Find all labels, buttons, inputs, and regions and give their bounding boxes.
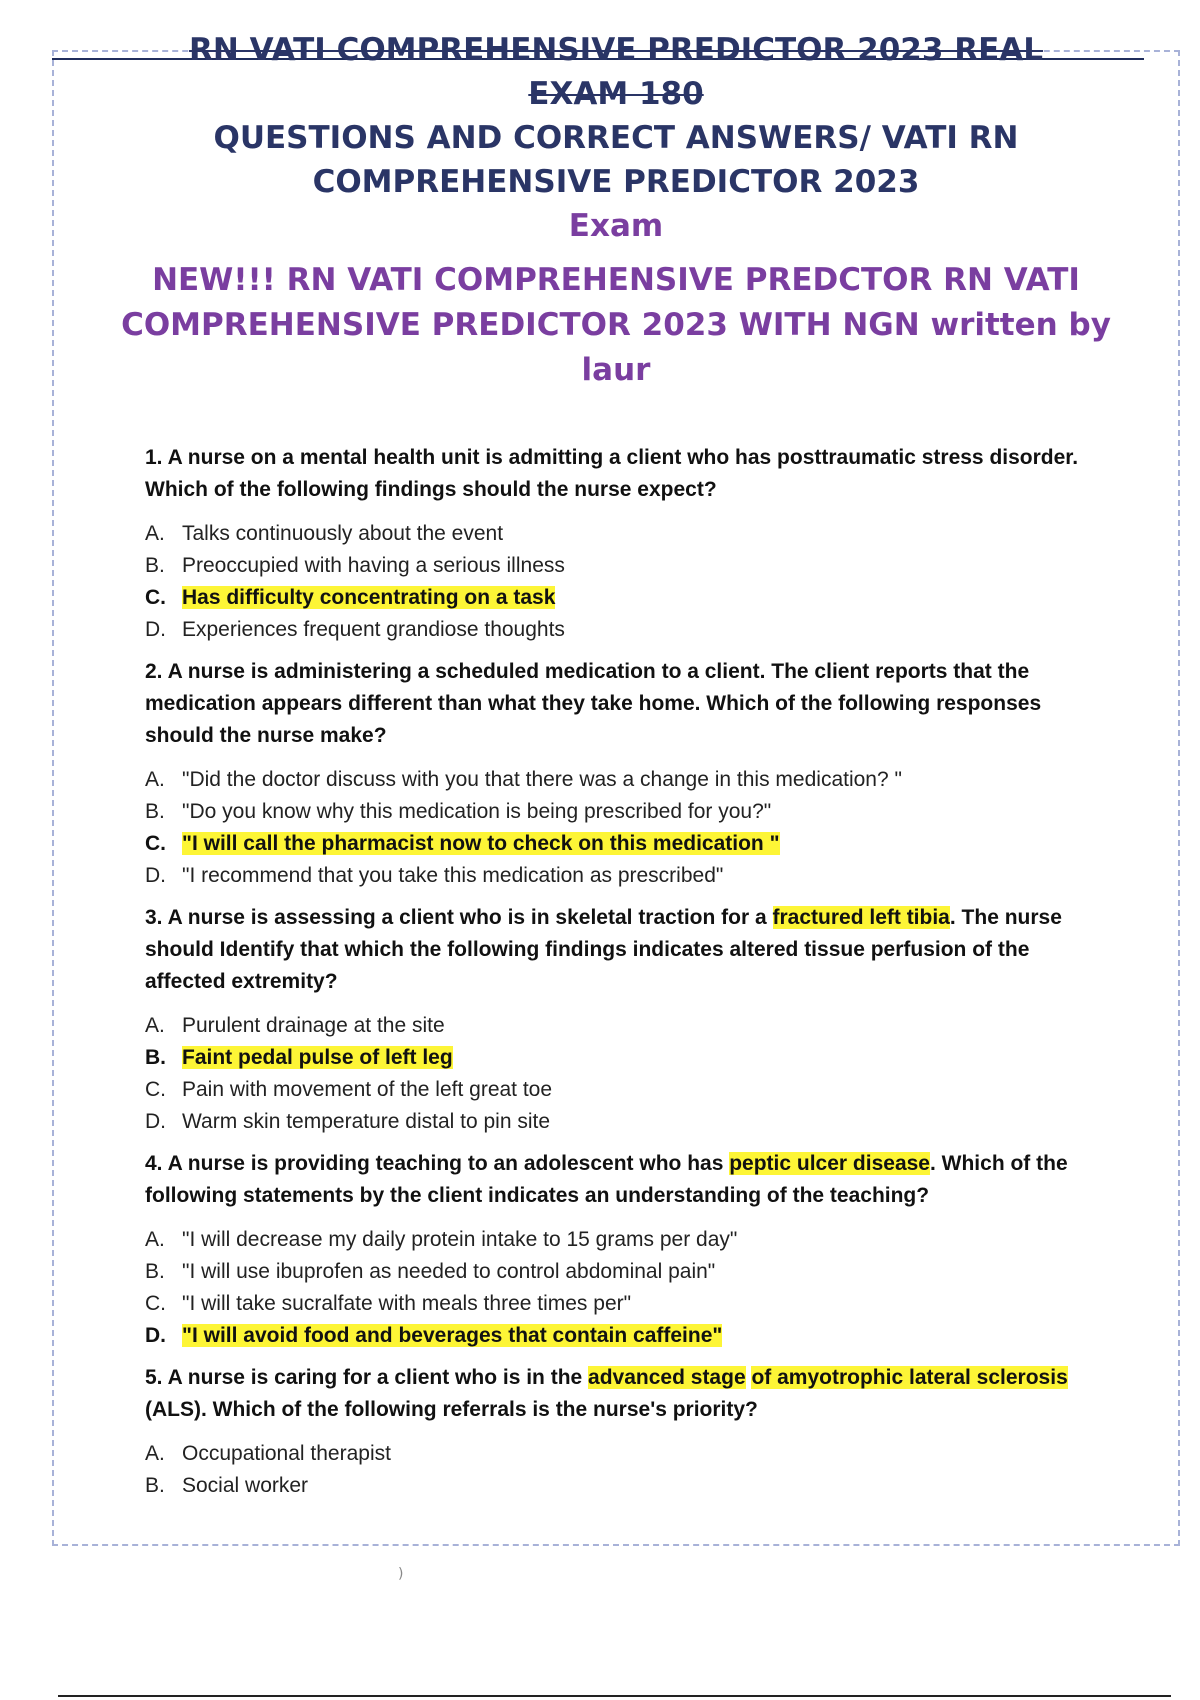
stem-line: 2. A nurse is administering a scheduled medication to a client. The client reports that the [145, 660, 1030, 683]
option-text-highlighted: Has difficulty concentrating on a task [182, 586, 556, 609]
option-letter: A. [145, 522, 165, 545]
option-b [145, 1470, 1105, 1502]
option-letter: D. [145, 618, 166, 641]
question-list [145, 442, 1105, 1512]
option-text: Talks continuously about the event [182, 522, 504, 545]
stem-line: should Identify that which the following findings indicates altered tissue perfusion of the [145, 938, 1030, 961]
option-text: "I will use ibuprofen as needed to control abdominal pain" [182, 1260, 716, 1283]
title-line: QUESTIONS AND CORRECT ANSWERS/ VATI RN [213, 120, 1019, 156]
option-text-highlighted: Faint pedal pulse of left leg [182, 1046, 453, 1069]
option-letter: D. [145, 864, 166, 887]
subtitle-line: laur [581, 352, 651, 388]
answer-options [145, 518, 1105, 646]
question-5 [145, 1362, 1105, 1502]
answer-options [145, 764, 1105, 892]
answer-options [145, 1438, 1105, 1502]
stem-highlight: advanced stage [588, 1366, 746, 1389]
subtitle-line: NEW!!! RN VATI COMPREHENSIVE PREDCTOR RN VATI [152, 262, 1080, 298]
option-a [145, 518, 1105, 550]
stem-highlight: of amyotrophic lateral sclerosis [751, 1366, 1068, 1389]
question-stem [145, 902, 1105, 998]
document-header [52, 28, 1180, 393]
option-text: "I will decrease my daily protein intake to 15 grams per day" [182, 1228, 738, 1251]
option-a [145, 1010, 1105, 1042]
answer-options [145, 1224, 1105, 1352]
option-a [145, 1438, 1105, 1470]
stem-line [145, 1362, 1105, 1394]
option-d-correct [145, 1320, 1105, 1352]
stem-text: 4. A nurse is providing teaching to an adolescent who has [145, 1152, 730, 1175]
stem-text: . Which of the [929, 1152, 1068, 1175]
subtitle-line: COMPREHENSIVE PREDICTOR 2023 WITH NGN written by [121, 307, 1111, 343]
option-text: Social worker [182, 1474, 309, 1497]
option-letter: B. [145, 1046, 166, 1069]
title-line: RN VATI COMPREHENSIVE PREDICTOR 2023 REAL EXAM 180 [189, 32, 1043, 112]
stem-line [145, 902, 1105, 934]
stem-line: (ALS). Which of the following referrals is the nurse's priority? [145, 1398, 758, 1421]
option-letter: A. [145, 768, 165, 791]
option-a [145, 1224, 1105, 1256]
option-d [145, 614, 1105, 646]
stem-line: medication appears different than what they take home. Which of the following responses [145, 692, 1042, 715]
stem-line: should the nurse make? [145, 724, 387, 747]
option-letter: C. [145, 1292, 166, 1315]
stem-line: 1. A nurse on a mental health unit is admitting a client who has posttraumatic stress disorder. [145, 446, 1079, 469]
question-stem [145, 442, 1105, 506]
option-c-correct [145, 582, 1105, 614]
option-letter: C. [145, 832, 166, 855]
option-text: Pain with movement of the left great toe [182, 1078, 553, 1101]
option-b [145, 796, 1105, 828]
option-text-highlighted: "I will call the pharmacist now to check on this medication " [182, 832, 780, 855]
option-text-highlighted: "I will avoid food and beverages that contain caffeine" [182, 1324, 723, 1347]
option-letter: D. [145, 1110, 166, 1133]
stem-line: affected extremity? [145, 970, 338, 993]
option-text: Warm skin temperature distal to pin site [182, 1110, 551, 1133]
option-letter: A. [145, 1014, 165, 1037]
option-letter: B. [145, 554, 165, 577]
option-d [145, 1106, 1105, 1138]
document-subtitle [52, 258, 1180, 393]
title-line: COMPREHENSIVE PREDICTOR 2023 [312, 164, 920, 200]
option-text: "Do you know why this medication is being prescribed for you?" [182, 800, 772, 823]
option-letter: B. [145, 1260, 165, 1283]
stem-highlight: peptic ulcer disease [729, 1152, 930, 1175]
option-a [145, 764, 1105, 796]
option-letter: D. [145, 1324, 166, 1347]
option-letter: C. [145, 1078, 166, 1101]
option-b [145, 1256, 1105, 1288]
option-text: Occupational therapist [182, 1442, 391, 1465]
option-b-correct [145, 1042, 1105, 1074]
option-text: "I will take sucralfate with meals three times per" [182, 1292, 632, 1315]
stem-text: 3. A nurse is assessing a client who is in skeletal traction for a [145, 906, 773, 929]
question-stem [145, 1148, 1105, 1212]
option-letter: A. [145, 1442, 165, 1465]
stem-line: following statements by the client indicates an understanding of the teaching? [145, 1184, 930, 1207]
option-text: "I recommend that you take this medication as prescribed" [182, 864, 724, 887]
answer-options [145, 1010, 1105, 1138]
exam-label: Exam [568, 208, 664, 244]
question-4 [145, 1148, 1105, 1352]
option-text: Preoccupied with having a serious illness [182, 554, 565, 577]
option-c-correct [145, 828, 1105, 860]
question-1 [145, 442, 1105, 646]
option-b [145, 550, 1105, 582]
stray-mark: ) [398, 1566, 404, 1582]
question-3 [145, 902, 1105, 1138]
stem-line: Which of the following findings should the nurse expect? [145, 478, 717, 501]
option-text: Experiences frequent grandiose thoughts [182, 618, 565, 641]
option-c [145, 1288, 1105, 1320]
document-title [146, 28, 1086, 204]
option-letter: B. [145, 1474, 165, 1497]
stem-line [145, 1148, 1105, 1180]
stem-text: . The nurse [949, 906, 1062, 929]
option-letter: B. [145, 800, 165, 823]
question-2 [145, 656, 1105, 892]
option-text: "Did the doctor discuss with you that there was a change in this medication? " [182, 768, 902, 791]
option-d [145, 860, 1105, 892]
option-letter: A. [145, 1228, 165, 1251]
option-text: Purulent drainage at the site [182, 1014, 445, 1037]
option-c [145, 1074, 1105, 1106]
bottom-rule [58, 1695, 1171, 1697]
option-letter: C. [145, 586, 166, 609]
stem-highlight: fractured left tibia [772, 906, 950, 929]
question-stem [145, 656, 1105, 752]
question-stem [145, 1362, 1105, 1426]
stem-text: 5. A nurse is caring for a client who is in the [145, 1366, 589, 1389]
